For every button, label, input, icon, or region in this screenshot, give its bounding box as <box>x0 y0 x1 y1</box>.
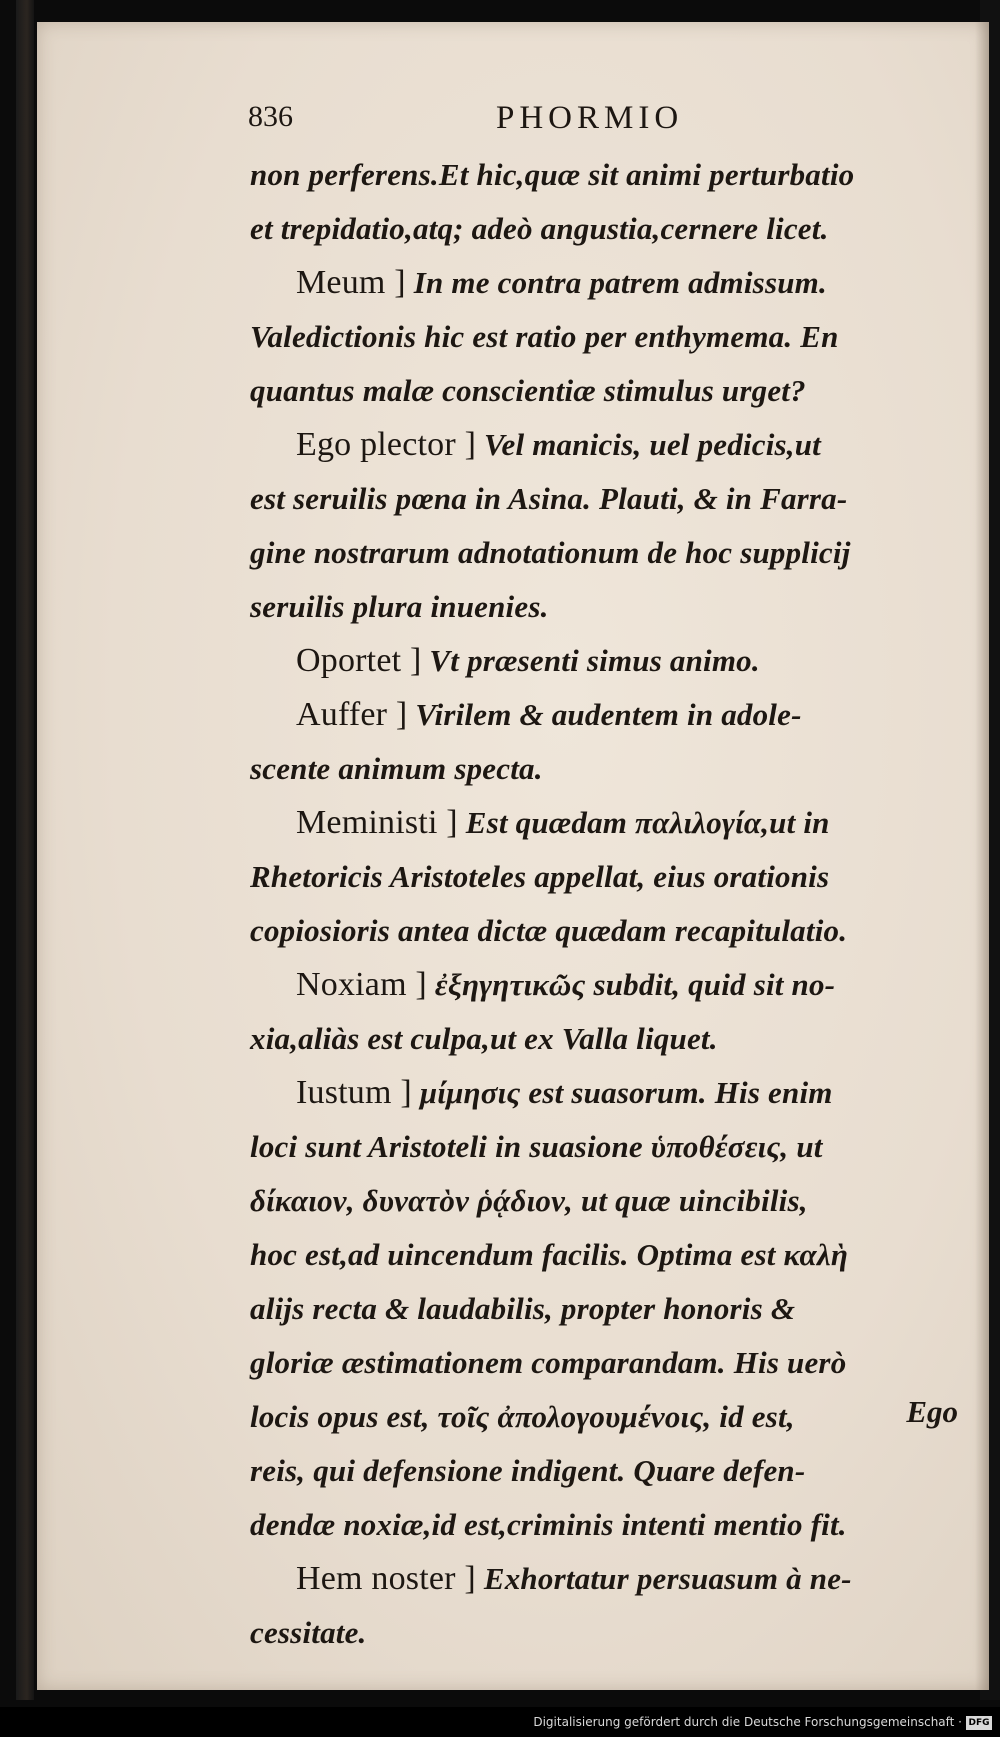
text-line <box>250 634 980 688</box>
text-line <box>250 904 980 958</box>
text-line <box>250 796 980 850</box>
line-text: gloriæ æstimationem comparandam. His uerò <box>250 1345 847 1380</box>
line-text: gine nostrarum adnotationum de hoc supplicij <box>250 535 851 570</box>
lemma: Auffer ] <box>296 696 408 733</box>
text-line <box>250 1336 980 1390</box>
line-text: δίκαιον, δυνατὸν ῥᾴδιον, ut quæ uincibilis, <box>250 1183 808 1218</box>
line-text: dendæ noxiæ,id est,criminis intenti mentio fit. <box>250 1507 847 1542</box>
lemma: Hem noster ] <box>296 1560 476 1597</box>
line-text: Vel manicis, uel pedicis,ut <box>476 427 821 462</box>
text-line <box>250 364 980 418</box>
running-head <box>248 100 958 146</box>
line-text: cessitate. <box>250 1615 367 1650</box>
line-text: loci sunt Aristoteli in suasione ὑποθέσεις, ut <box>250 1129 823 1164</box>
text-line <box>250 1012 980 1066</box>
line-text: hoc est,ad uincendum facilis. Optima est καλὴ <box>250 1237 849 1272</box>
dfg-logo: DFG <box>966 1716 992 1730</box>
line-text: est seruilis pœna in Asina. Plauti, & in Farra- <box>250 481 848 516</box>
text-line <box>250 472 980 526</box>
text-line <box>250 850 980 904</box>
text-line <box>250 688 980 742</box>
line-text: copiosioris antea dictæ quædam recapitulatio. <box>250 913 848 948</box>
line-text: Exhortatur persuasum à ne- <box>475 1561 852 1596</box>
line-text: Virilem & audentem in adole- <box>407 697 802 732</box>
text-line <box>250 1174 980 1228</box>
text-line <box>250 1120 980 1174</box>
book-edge-left <box>16 0 34 1700</box>
text-line <box>250 1444 980 1498</box>
line-text: Valedictionis hic est ratio per enthymema. En <box>250 319 839 354</box>
text-line <box>250 1390 980 1444</box>
line-text: μίμησις est suasorum. His enim <box>411 1075 833 1110</box>
lemma: Ego plector ] <box>296 426 477 463</box>
text-line <box>250 580 980 634</box>
line-text: alijs recta & laudabilis, propter honoris & <box>250 1291 796 1326</box>
text-line <box>250 202 980 256</box>
lemma: Noxiam ] <box>296 966 427 1003</box>
line-text: locis opus est, τοῖς ἀπολογουμένοις, id est, <box>250 1399 795 1434</box>
lemma: Oportet ] <box>296 642 422 679</box>
lemma: Iustum ] <box>296 1074 412 1111</box>
catchword: Ego <box>906 1394 958 1429</box>
line-text: et trepidatio,atq; adeò angustia,cernere licet. <box>250 211 829 246</box>
line-text: seruilis plura inuenies. <box>250 589 549 624</box>
text-line <box>250 1552 980 1606</box>
running-title: PHORMIO <box>496 100 684 136</box>
line-text: In me contra patrem admissum. <box>405 265 827 300</box>
text-line <box>250 526 980 580</box>
lemma: Meum ] <box>296 264 406 301</box>
text-line <box>250 1498 980 1552</box>
text-line <box>250 1228 980 1282</box>
text-line <box>250 742 980 796</box>
text-line <box>250 958 980 1012</box>
line-text: Est quædam παλιλογία,ut in <box>457 805 830 840</box>
text-line <box>250 418 980 472</box>
line-text: xia,aliàs est culpa,ut ex Valla liquet. <box>250 1021 718 1056</box>
text-line <box>250 1066 980 1120</box>
lemma: Meministi ] <box>296 804 458 841</box>
page-number: 836 <box>248 100 293 133</box>
line-text: Vt præsenti simus animo. <box>421 643 760 678</box>
digitization-footer <box>0 1707 1000 1737</box>
line-text: non perferens.Et hic,quæ sit animi perturbatio <box>250 157 855 192</box>
text-line <box>250 256 980 310</box>
line-text: Rhetoricis Aristoteles appellat, eius orationis <box>250 859 830 894</box>
line-text: quantus malæ conscientiæ stimulus urget? <box>250 373 806 408</box>
line-text: scente animum specta. <box>250 751 543 786</box>
commentary-text <box>250 148 980 1660</box>
line-text: reis, qui defensione indigent. Quare defen- <box>250 1453 806 1488</box>
text-line <box>250 1606 980 1660</box>
funding-credit: Digitalisierung gefördert durch die Deutsche Forschungsgemeinschaft · <box>533 1715 962 1729</box>
text-line <box>250 310 980 364</box>
line-text: ἐξηγητικῶς subdit, quid sit no- <box>426 967 836 1002</box>
text-line <box>250 148 980 202</box>
text-line <box>250 1282 980 1336</box>
